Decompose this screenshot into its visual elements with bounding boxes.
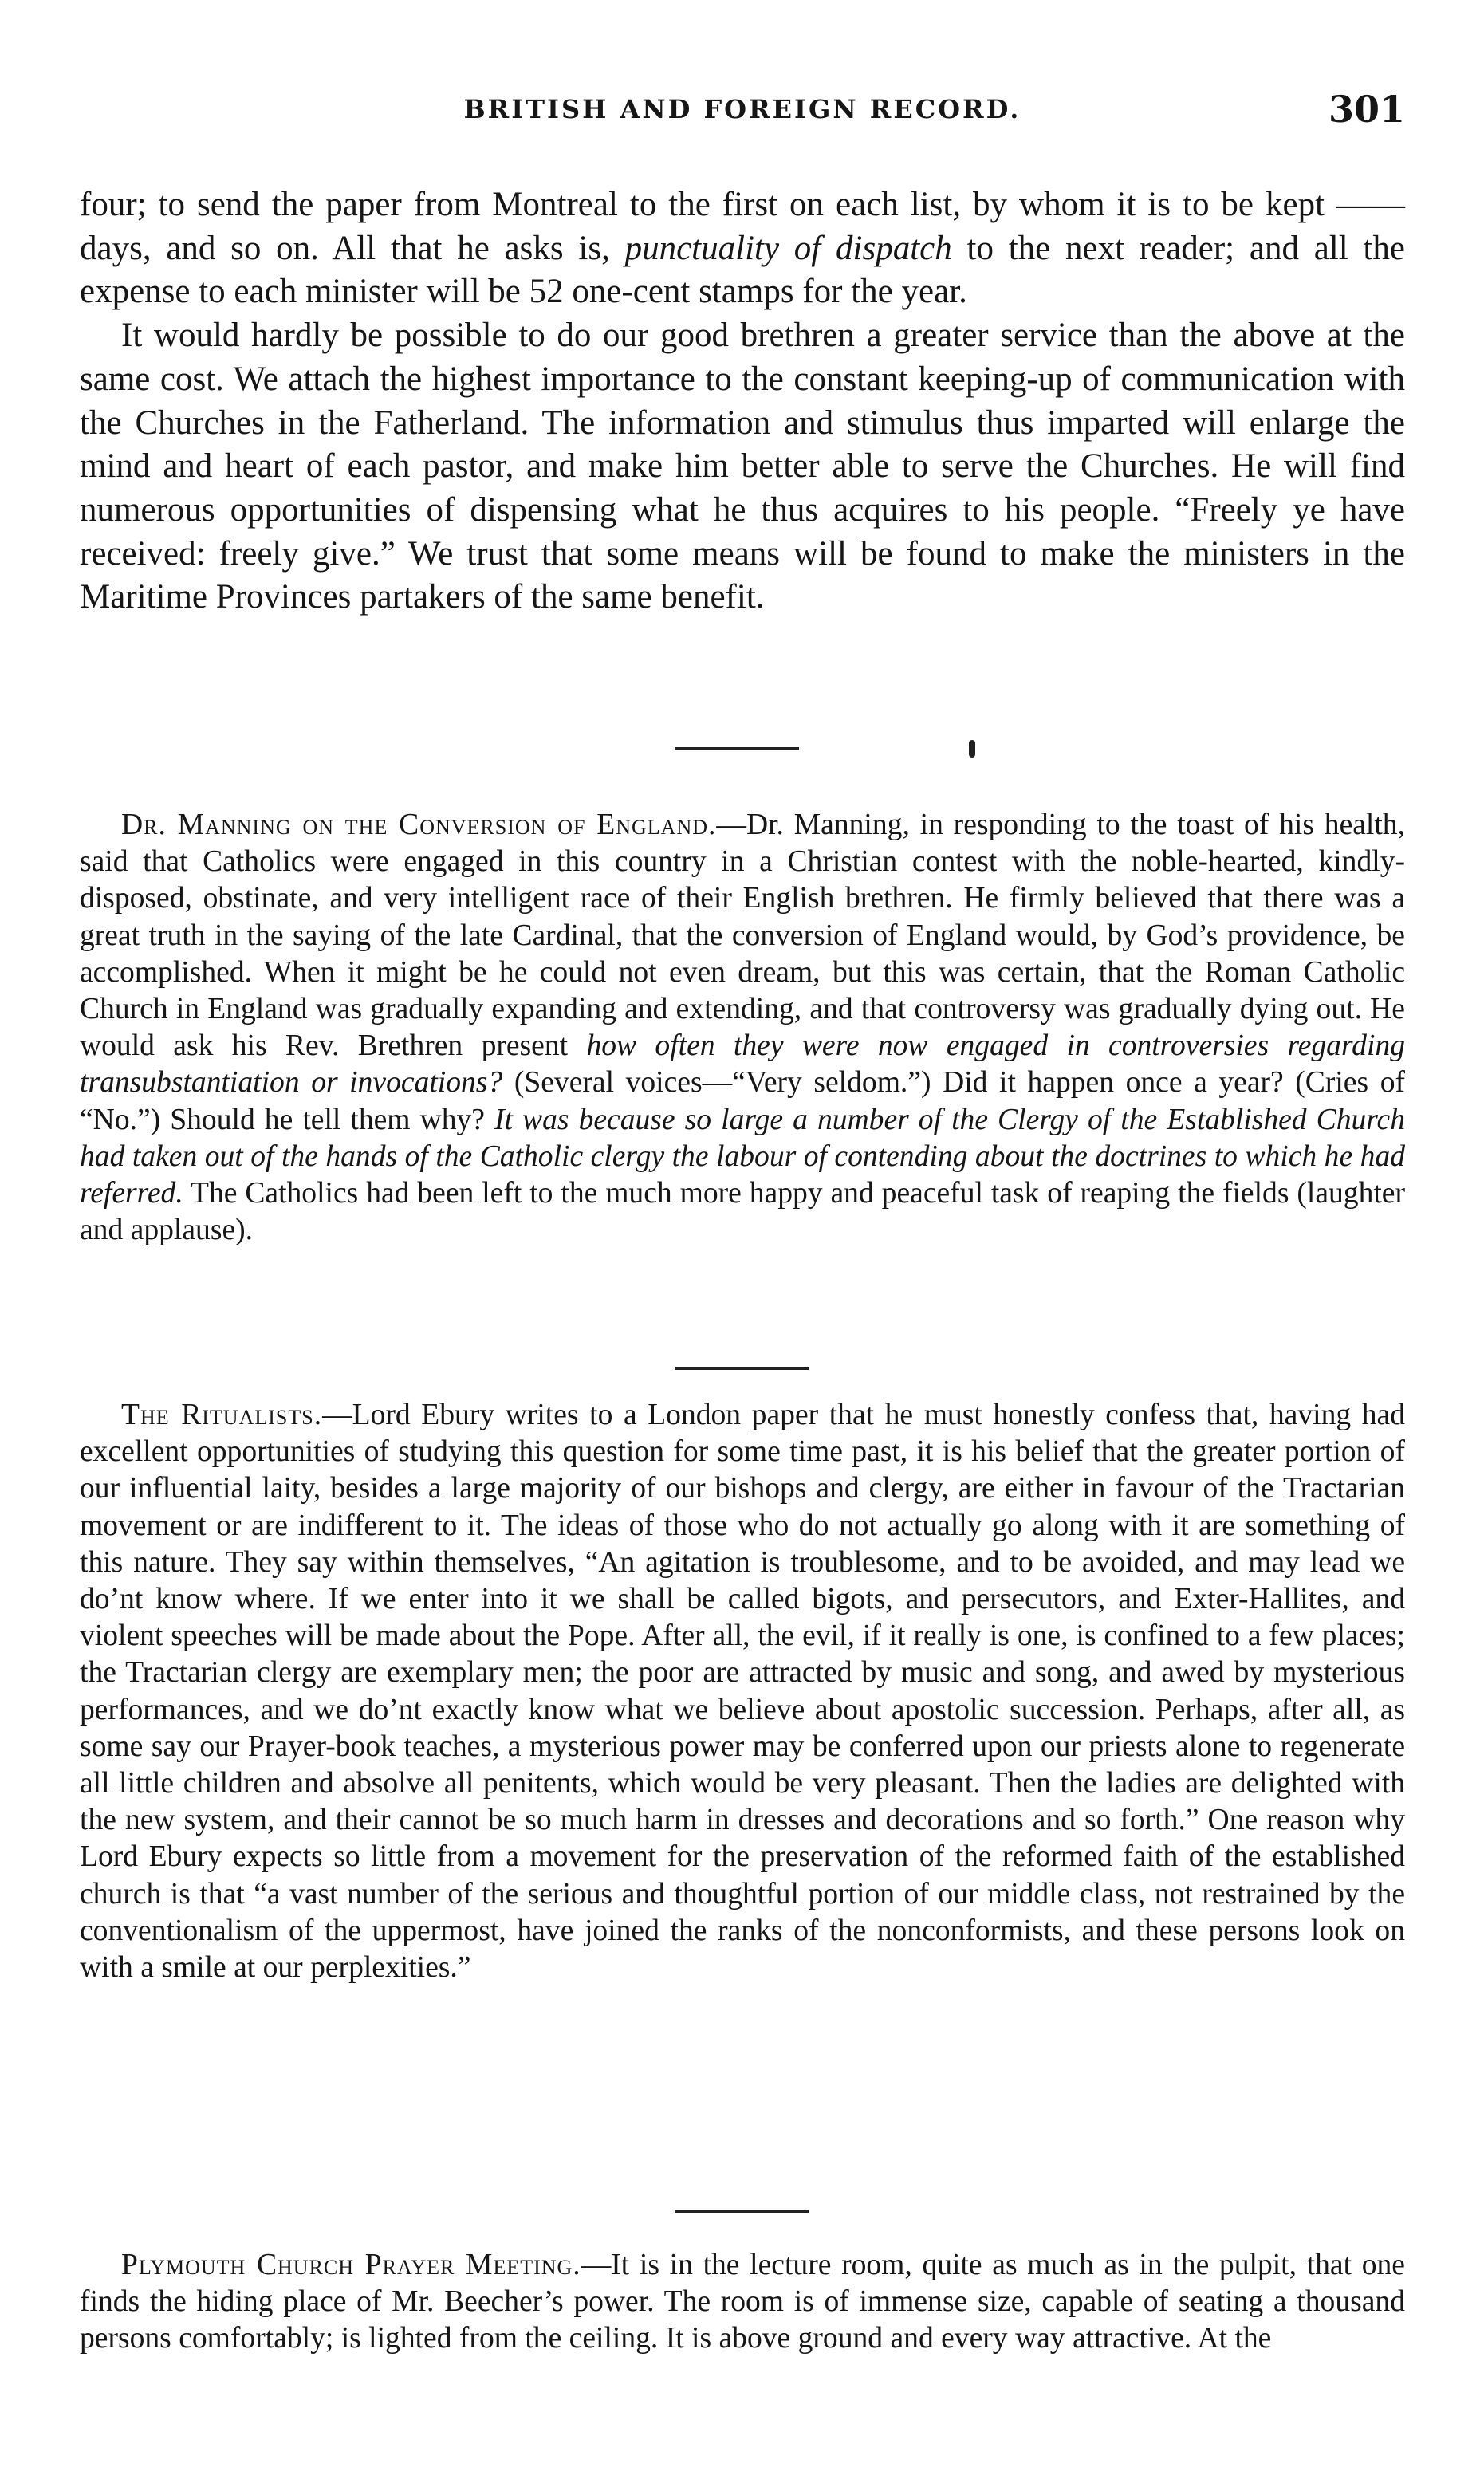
separator-rule (675, 747, 799, 750)
paragraph (80, 807, 1405, 1249)
article-plymouth (80, 2247, 1405, 2358)
ornament-mark (969, 740, 975, 758)
text-run: (Several voices—“Very seldom.”) Did it happen once a year? (Cries of “No.”) Should he tell them why? (80, 1066, 1405, 1136)
article-heading: Plymouth Church Prayer Meeting. (121, 2249, 581, 2281)
text-run: —It is in the lecture room, quite as much as in the pulpit, that one finds the hiding place of Mr. Beecher’s power. The room is of immense size, capable of seating a thousand persons comfortably; is lighted from the ceiling. It is above ground and every way attractive. At the (80, 2249, 1405, 2355)
journal-title: BRITISH AND FOREIGN RECORD. (463, 94, 1021, 124)
text-run: —Lord Ebury writes to a London paper that he must honestly confess that, having had excellent opportunities of studying this question for some time past, it is his belief that the greater portion of our influential laity, besides a large majority of our bishops and clergy, are either in favour of the Tractarian movement or are indifferent to it. The ideas of those who do not actually go along with it are something of this nature. They say within themselves, “An agitation is troublesome, and to be avoided, and may lead we do’nt know where. If we enter into it we shall be called bigots, and persecutors, and Exter-Hallites, and violent speeches will be made about the Pope. After all, the evil, if it really is one, is confined to a few places; the Tractarian clergy are exemplary men; the poor are attracted by music and song, and awed by mysterious performances, and we do’nt exactly know what we believe about apostolic succession. Perhaps, after all, as some say our Prayer-book teaches, a mysterious power may be conferred upon our priests alone to regenerate all little children and absolve all penitents, which would be very pleasant. Then the ladies are delighted with the new system, and their cannot be so much harm in dresses and decorations and so forth.” One reason why Lord Ebury expects so little from a movement for the preservation of the reformed faith of the established church is that “a vast number of the serious and thoughtful portion of our middle class, not restrained by the conventionalism of the uppermost, have joined the ranks of the nonconformists, and these persons look on with a smile at our perplexities.” (80, 1399, 1405, 1985)
article-ritualists (80, 1397, 1405, 1986)
separator-rule (675, 1367, 809, 1370)
article-heading: Dr. Manning on the Conversion of England. (121, 809, 717, 841)
continued-article (80, 183, 1405, 620)
running-header (80, 88, 1405, 142)
text-run: to the next reader; and all the expense to each minister will be 52 one-cent stamps for the year. (80, 229, 1405, 311)
article-heading: The Ritualists. (121, 1399, 323, 1431)
page-number: 301 (1328, 88, 1405, 131)
paragraph: It would hardly be possible to do our good brethren a greater service than the above at the same cost. We attach the highest importance to the constant keeping-up of communication with the Churches in the Fatherland. The information and stimulus thus imparted will enlarge the mind and heart of each pastor, and make him better able to serve the Churches. He will find numerous opportunities of dispensing what he thus acquires to his people. “Freely ye have received: freely give.” We trust that some means will be found to make the ministers in the Maritime Provinces partakers of the same benefit. (80, 317, 1405, 616)
paragraph (80, 183, 1405, 314)
emphasis-text: how often they were now engaged in controversies regarding transubstantiation or invocations? (80, 1029, 1405, 1100)
article-manning (80, 807, 1405, 1249)
emphasis-text: punctuality of dispatch (624, 229, 952, 267)
separator-rule (675, 2210, 809, 2213)
paragraph (80, 2247, 1405, 2358)
emphasis-text: It was because so large a number of the Clergy of the Established Church had taken out of the hands of the Catholic clergy the labour of contending about the doctrines to which he had referred. (80, 1103, 1405, 1210)
text-run: four; to send the paper from Montreal to the first on each list, by whom it is to be kept —— days, and so on. All that he asks is, (80, 186, 1405, 267)
text-run: —Dr. Manning, in responding to the toast of his health, said that Catholics were engaged in this country in a Christian contest with the noble-hearted, kindly-disposed, obstinate, and very intelligent race of their English brethren. He firmly believed that there was a great truth in the saying of the late Cardinal, that the conversion of England would, by God’s providence, be accomplished. When it might be he could not even dream, but this was certain, that the Roman Catholic Church in England was gradually expanding and extending, and that controversy was gradually dying out. He would ask his Rev. Brethren present (80, 809, 1405, 1063)
text-run: The Catholics had been left to the much more happy and peaceful task of reaping the fields (laughter and applause). (80, 1177, 1405, 1247)
paragraph (80, 1397, 1405, 1986)
